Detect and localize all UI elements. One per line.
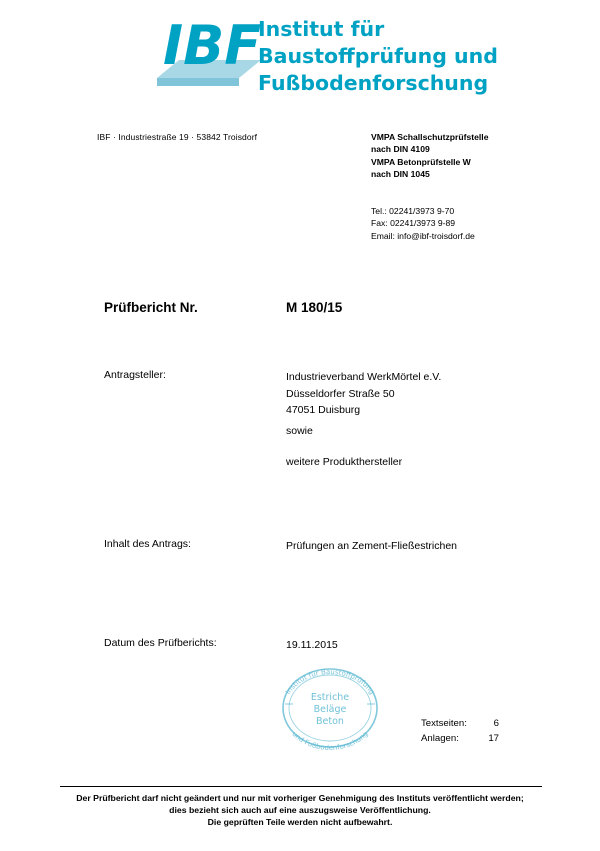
- applicant-line-3: 47051 Duisburg: [286, 404, 361, 416]
- footer-divider: [60, 786, 542, 787]
- footer-line-2: dies bezieht sich auch auf eine auszugsweise Veröffentlichung.: [169, 804, 431, 815]
- report-number: M 180/15: [286, 300, 343, 315]
- content-label: Inhalt des Antrags:: [104, 538, 191, 550]
- accreditation-line-4: nach DIN 1045: [371, 168, 430, 179]
- footer-line-3: Die geprüften Teile werden nicht aufbewahrt.: [207, 816, 393, 827]
- accreditation-line-3: VMPA Betonprüfstelle W: [371, 156, 471, 167]
- contact-phone: Tel.: 02241/3973 9-70: [371, 206, 455, 216]
- applicant-line-2: Düsseldorfer Straße 50: [286, 387, 395, 400]
- footer-line-1: Der Prüfbericht darf nicht geändert und nur mit vorheriger Genehmigung des Instituts veröffentlicht werden;: [76, 793, 524, 803]
- applicant-line-1: Industrieverband WerkMörtel e.V.: [286, 371, 442, 383]
- company-name-line-3: Fußbodenforschung: [258, 71, 489, 95]
- report-label: Prüfbericht Nr.: [104, 300, 198, 315]
- ibf-logo: [155, 14, 265, 104]
- count-key-textseiten: Textseiten:: [421, 718, 467, 729]
- applicant-extra-1: sowie: [286, 425, 313, 437]
- content-value: Prüfungen an Zement-Fließestrichen: [286, 540, 457, 552]
- accreditation-line-2: nach DIN 4109: [371, 144, 430, 155]
- applicant-value: [286, 369, 441, 419]
- accreditation-line-1: VMPA Schallschutzprüfstelle: [371, 132, 489, 142]
- stamp-icon: [269, 660, 391, 752]
- stamp-center-line-3: Beton: [316, 716, 344, 727]
- stamp-center-line-2: Beläge: [313, 704, 347, 715]
- applicant-extra-2: weitere Produkthersteller: [286, 456, 403, 468]
- company-name: [258, 16, 588, 97]
- applicant-label: Antragsteller:: [104, 369, 166, 381]
- company-name-line-1: Institut für: [258, 17, 385, 41]
- contact-email: Email: info@ibf-troisdorf.de: [371, 230, 475, 241]
- date-value: 19.11.2015: [286, 639, 338, 651]
- svg-text:IBF: IBF: [163, 14, 262, 77]
- accreditation-block: [371, 131, 488, 180]
- company-name-line-2: Baustoffprüfung und: [258, 44, 498, 68]
- footer-note: [0, 793, 600, 828]
- date-label: Datum des Prüfberichts:: [104, 637, 217, 649]
- contact-block: [371, 205, 475, 242]
- ibf-logo-icon: [155, 14, 265, 104]
- contact-fax: Fax: 02241/3973 9-89: [371, 218, 456, 229]
- sender-address-line: IBF · Industriestraße 19 · 53842 Troisdorf: [97, 132, 258, 142]
- count-value-textseiten: 6: [493, 718, 499, 729]
- institute-stamp: [269, 660, 391, 752]
- count-value-anlagen: 17: [488, 732, 499, 744]
- stamp-center-line-1: Estriche: [310, 692, 350, 703]
- stamp-ring-top: Institut für Baustoffprüfung: [283, 667, 376, 696]
- count-key-anlagen: Anlagen:: [421, 732, 459, 744]
- document-header: [0, 10, 600, 120]
- stamp-ring-bottom: und Fußbodenforschung: [290, 729, 370, 752]
